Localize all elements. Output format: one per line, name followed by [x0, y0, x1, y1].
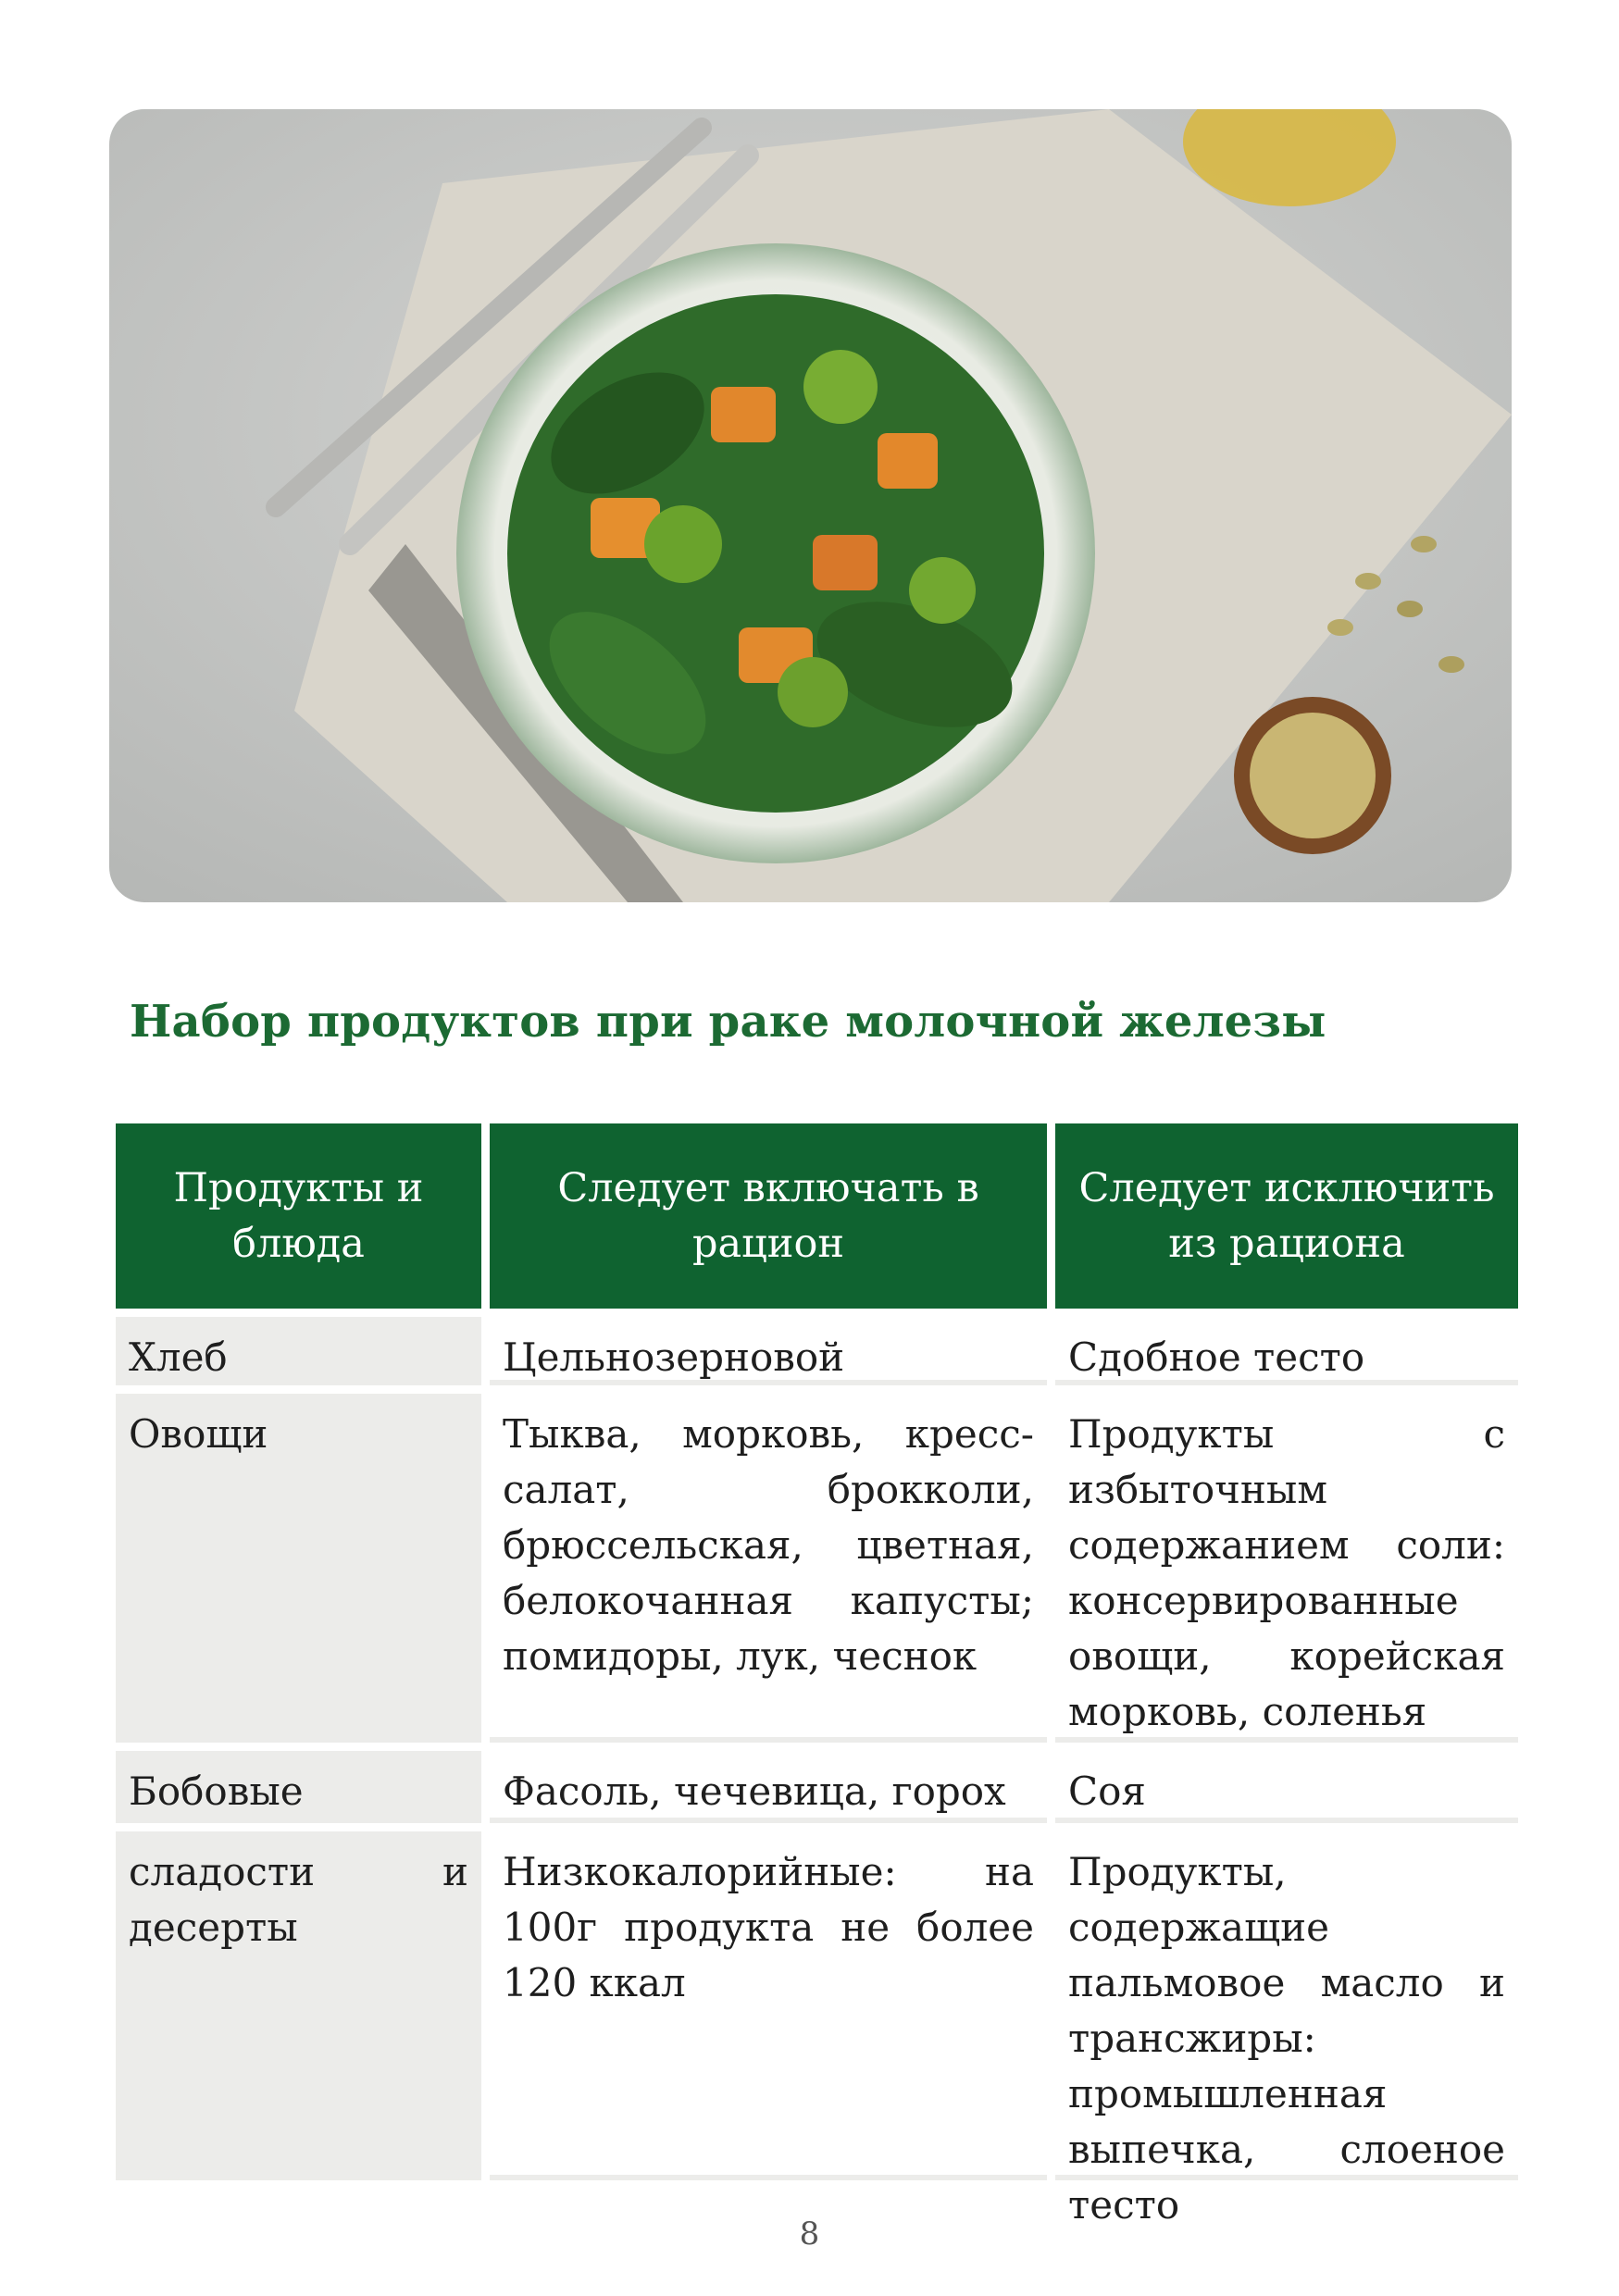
page-number: 8 [799, 2215, 820, 2253]
products-table [116, 1123, 1518, 2228]
row-vegetables-include: Тыква, морковь, кресс-салат, брокколи, брюссельская, цветная, белокочанная капусты; помидоры, лук, чеснок [490, 1394, 1047, 1743]
row-bread-exclude: Сдобное тесто [1055, 1317, 1518, 1385]
row-sweets-category: сладости и десерты [116, 1831, 481, 2180]
header-exclude: Следует исключить из рациона [1055, 1123, 1518, 1309]
row-legumes-exclude: Соя [1055, 1751, 1518, 1823]
salad-illustration [109, 109, 1512, 902]
row-bread-category: Хлеб [116, 1317, 481, 1385]
row-legumes-category: Бобовые [116, 1751, 481, 1823]
row-vegetables-exclude: Продукты с избыточным содержанием соли: консервированные овощи, корейская морковь, соленья [1055, 1394, 1518, 1743]
row-vegetables-category: Овощи [116, 1394, 481, 1743]
header-include: Следует включать в рацион [490, 1123, 1047, 1309]
row-bread-include: Цельнозерновой [490, 1317, 1047, 1385]
salad-photo [109, 109, 1512, 902]
row-legumes-include: Фасоль, чечевица, горох [490, 1751, 1047, 1823]
row-sweets-include: Низкокалорийные: на 100г продукта не более 120 ккал [490, 1831, 1047, 2180]
header-category: Продукты и блюда [116, 1123, 481, 1309]
row-sweets-exclude: Продукты, содержащие пальмовое масло и трансжиры: промышленная выпечка, слоеное тесто [1055, 1831, 1518, 2180]
page-title: Набор продуктов при раке молочной железы [130, 996, 1326, 1048]
